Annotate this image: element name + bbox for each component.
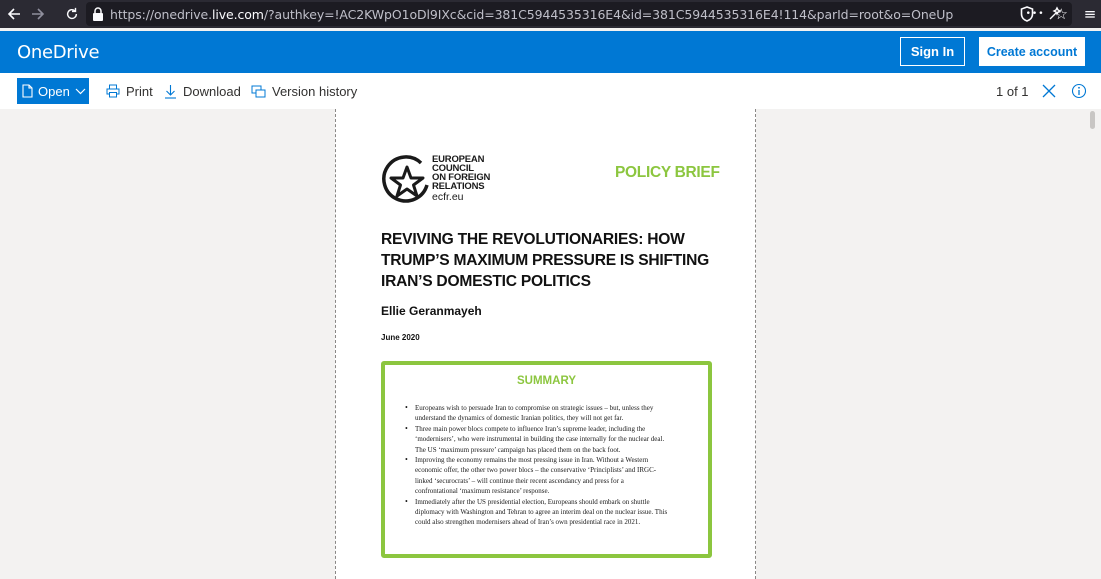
open-button[interactable] [17, 78, 89, 104]
url-text: https://onedrive.live.com/?authkey=!AC2KWpO1oDl9IXc&cid=381C5944535316E4&id=381C5944535316E4!114&parId=root&o=OneUp [110, 6, 954, 22]
create-account-button[interactable]: Create account [979, 37, 1085, 66]
print-label: Print [126, 83, 153, 99]
printer-icon [106, 84, 120, 98]
download-label: Download [183, 83, 241, 99]
version-history-icon [251, 85, 266, 98]
address-bar[interactable] [86, 2, 1072, 26]
shield-icon[interactable] [1020, 6, 1034, 22]
page-count: 1 of 1 [996, 83, 1029, 99]
extension-icon[interactable] [1047, 6, 1063, 22]
brand-title[interactable]: OneDrive [17, 41, 100, 63]
summary-item: • Immediately after the US presidential election, Europeans should embark on shuttle diplomacy with Washington and Tehran to agree an interim deal on the nuclear issue. This could also strengthen modernisers ahead of Iran’s own presidential race in 2021. [405, 497, 705, 528]
sign-in-button[interactable]: Sign In [900, 37, 965, 66]
lock-icon [92, 7, 104, 21]
summary-box [381, 361, 712, 558]
close-icon[interactable] [1042, 84, 1056, 98]
ecfr-star-logo-icon [381, 151, 433, 205]
summary-list [405, 403, 705, 528]
browser-toolbar [0, 0, 1101, 28]
org-name: EUROPEAN COUNCIL ON FOREIGN RELATIONS [432, 154, 491, 192]
reload-button[interactable] [60, 2, 84, 26]
bookmark-star-icon[interactable]: ☆ [1054, 5, 1068, 23]
chevron-down-icon [75, 88, 86, 95]
download-icon [164, 84, 177, 99]
publication-date: June 2020 [381, 333, 420, 342]
reload-icon [65, 7, 79, 21]
summary-item: • Improving the economy remains the most pressing issue in Iran. Without a Western economic offer, the other two power blocs – the conservative ‘Principlists’ and IRGC- linked ‘securocrats’ – will continue their recent ascendancy and press for a confrontational ‘maximum resistance’ response. [405, 455, 705, 497]
policy-brief-label: POLICY BRIEF [615, 164, 720, 181]
browser-menu-button[interactable] [1080, 2, 1100, 26]
scrollbar-thumb[interactable] [1090, 111, 1095, 129]
version-history-button[interactable] [251, 73, 357, 109]
document-page [335, 109, 756, 579]
author-name: Ellie Geranmayeh [381, 304, 482, 318]
org-website: ecfr.eu [432, 191, 464, 203]
info-icon[interactable] [1071, 83, 1087, 99]
command-bar [0, 73, 1101, 109]
version-history-label: Version history [272, 83, 358, 99]
page-actions-icon[interactable]: ••• [1025, 9, 1045, 19]
print-button[interactable] [106, 73, 153, 109]
back-button[interactable] [2, 2, 26, 26]
forward-arrow-icon [30, 6, 46, 22]
summary-item: • Europeans wish to persuade Iran to compromise on strategic issues – but, unless they understand the dynamics of domestic Iranian politics, they will not get far. [405, 403, 705, 424]
hamburger-icon: ≡ [1083, 5, 1097, 23]
vertical-scrollbar[interactable] [1085, 109, 1101, 562]
download-button[interactable] [164, 73, 241, 109]
back-arrow-icon [6, 6, 22, 22]
document-title: REVIVING THE REVOLUTIONARIES: HOW TRUMP’S MAXIMUM PRESSURE IS SHIFTING IRAN’S DOMESTIC POLITICS [381, 231, 710, 290]
onedrive-header [0, 31, 1101, 73]
document-icon [22, 84, 33, 98]
summary-item: • Three main power blocs compete to influence Iran’s supreme leader, including the ‘modernisers’, who were instrumental in building the case internally for the nuclear deal. The US ‘maximum pressure’ campaign has placed them on the back foot. [405, 424, 705, 455]
open-label: Open [38, 83, 70, 99]
summary-title: SUMMARY [517, 375, 576, 387]
forward-button[interactable] [26, 2, 50, 26]
